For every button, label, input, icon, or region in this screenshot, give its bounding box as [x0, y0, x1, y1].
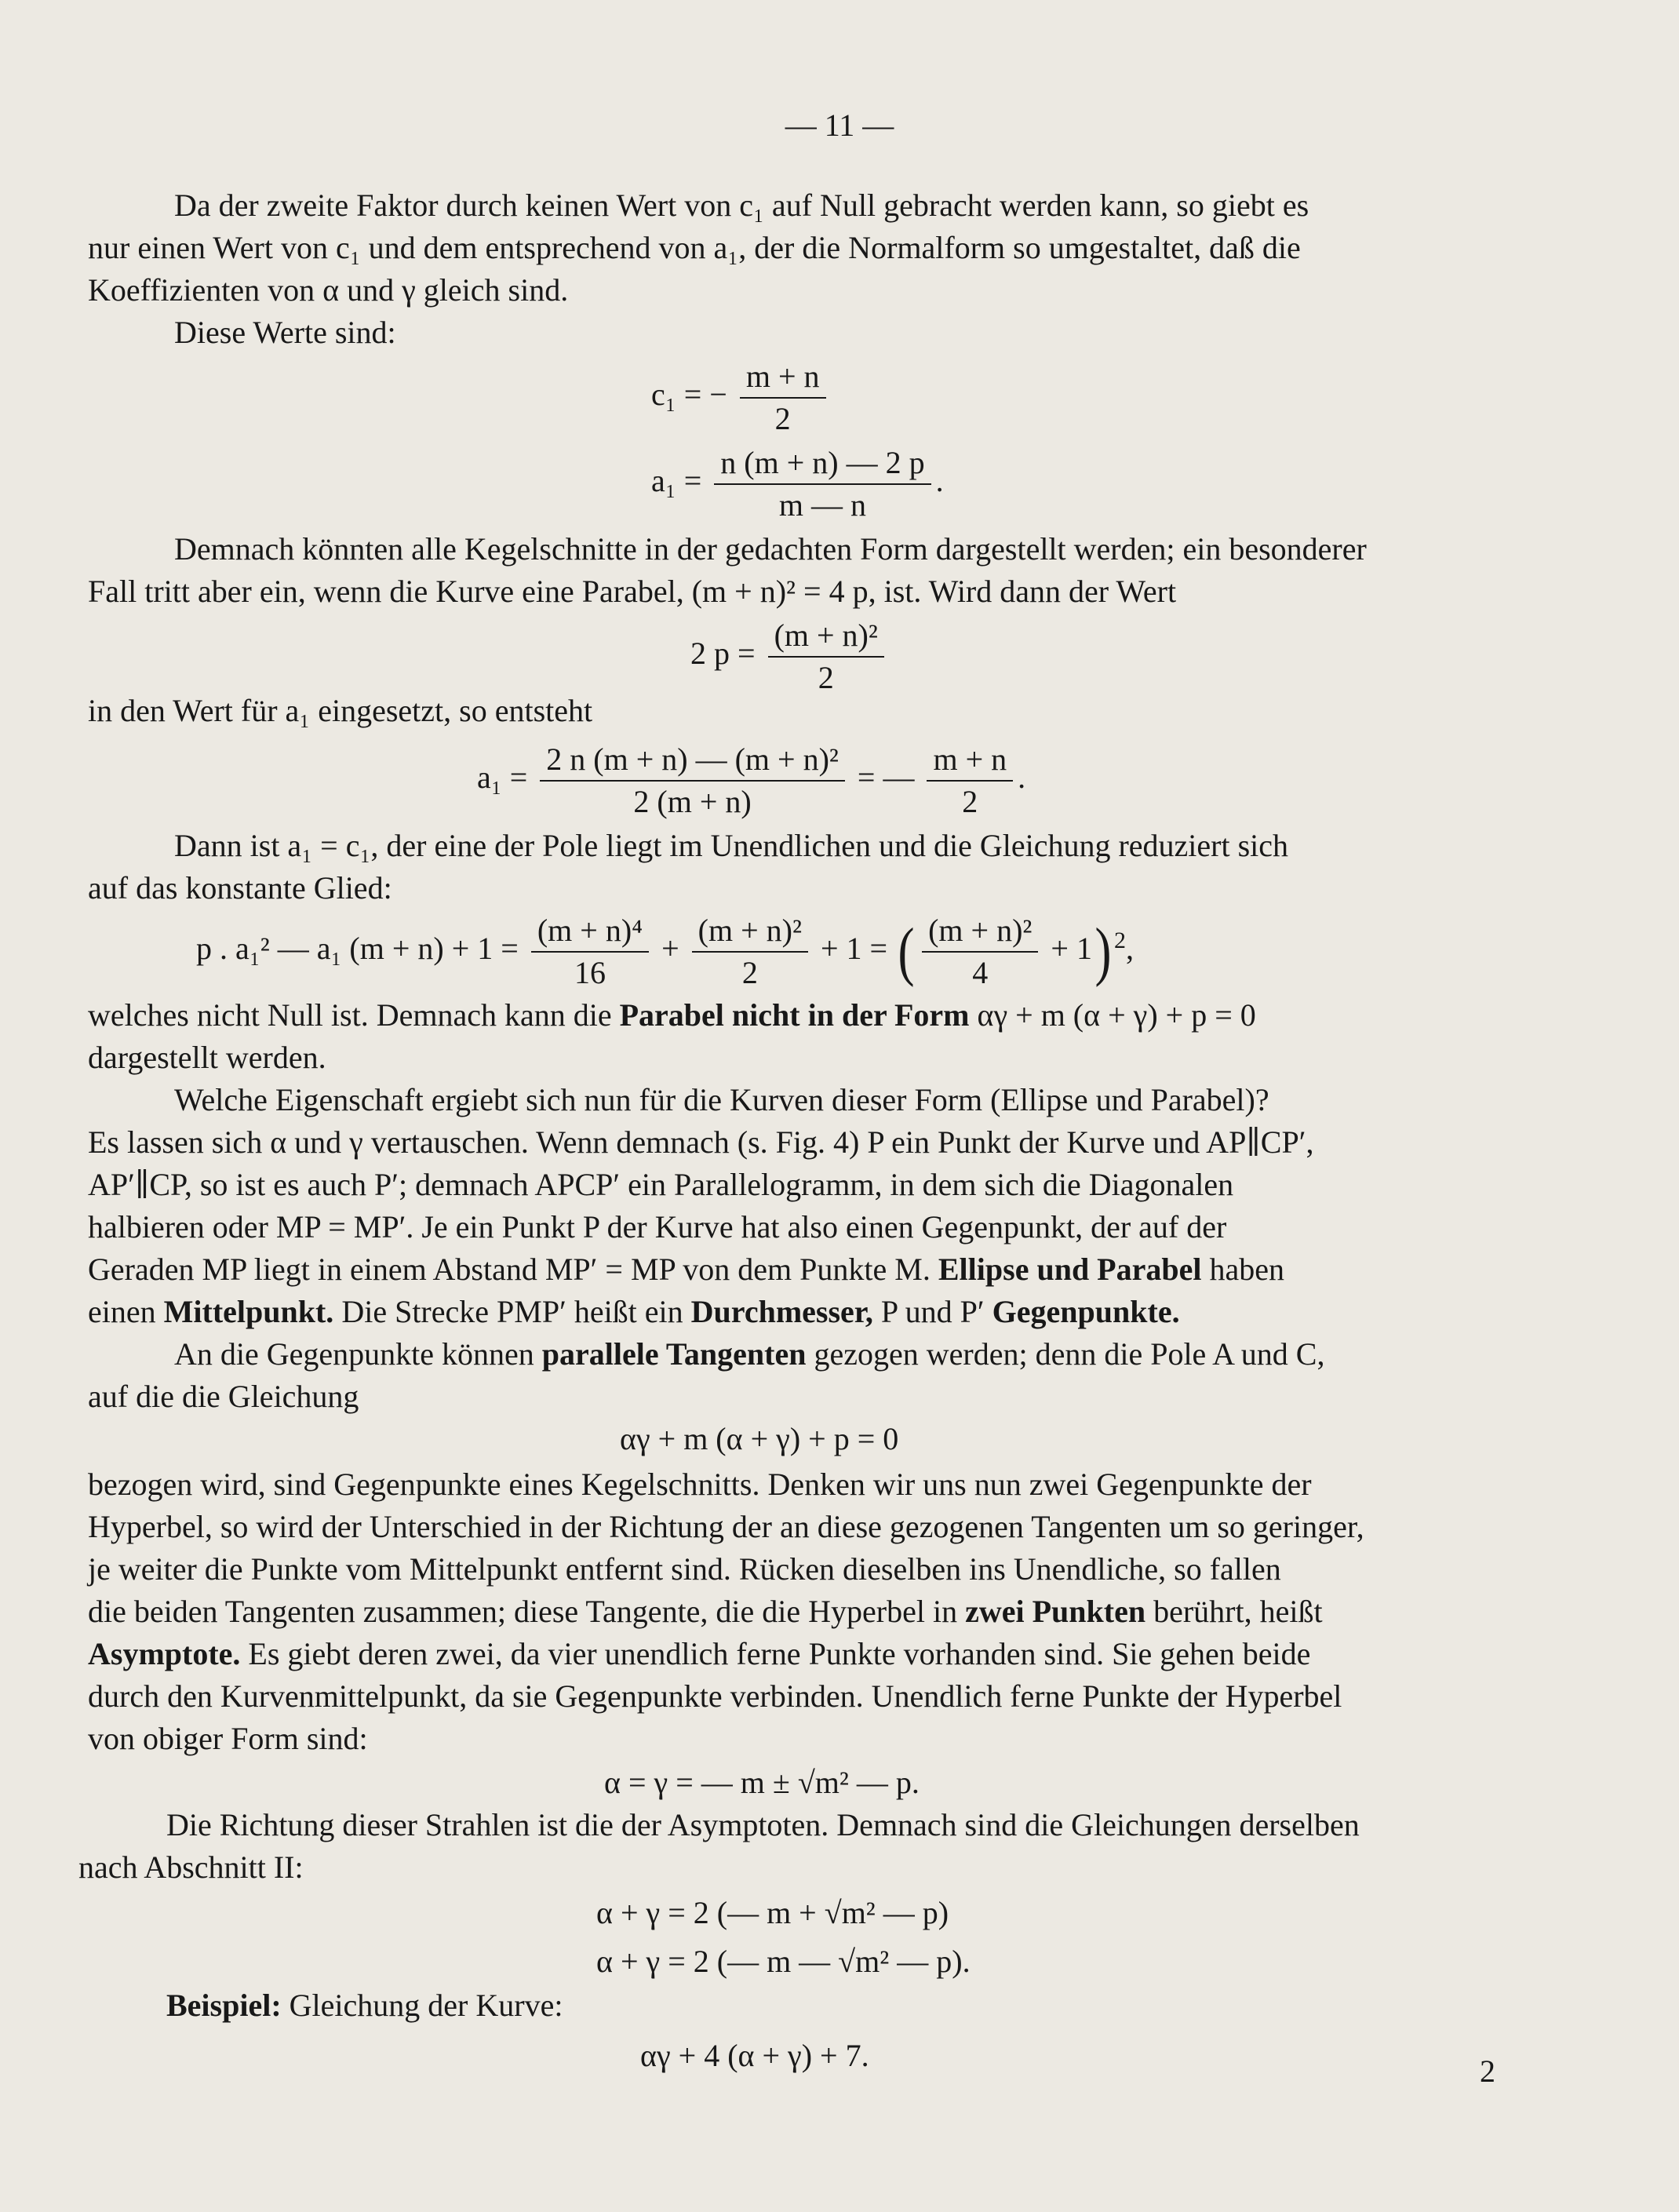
formula-2p [690, 617, 889, 697]
formula-constant-term [196, 912, 1134, 992]
text-line-16-a: Geraden MP liegt in einem Abstand MP′ = MP von dem Punkte M. [88, 1252, 938, 1287]
formula-const-lhs: p . a₁² — a₁ (m + n) + 1 = [196, 931, 519, 967]
formula-sub-lhs: a₁ = [477, 760, 528, 796]
text-line-14: AP′∥CP, so ist es auch P′; demnach APCP′ ein Parallelogramm, in dem sich die Diagonalen [88, 1167, 1234, 1202]
page-number: — 11 — [785, 108, 894, 143]
text-line-19: auf die die Gleichung [88, 1379, 359, 1414]
formula-const-fraction-2 [692, 912, 808, 992]
formula-c1-lhs: c₁ = − [651, 377, 727, 413]
formula-pole-equation: αγ + m (α + γ) + p = 0 [620, 1421, 899, 1456]
formula-sub-numerator-2: m + n [927, 741, 1013, 782]
text-line-24 [88, 1634, 1310, 1674]
formula-const-plus: + [661, 931, 679, 967]
formula-const-denominator-3: 4 [972, 955, 989, 990]
formula-2p-lhs: 2 p = [690, 636, 756, 672]
text-line-23-c: berührt, heißt [1145, 1594, 1323, 1629]
formula-const-denominator-1: 16 [574, 955, 606, 990]
text-line-3: Koeffizienten von α und γ gleich sind. [88, 272, 569, 308]
text-line-18-c: gezogen werden; denn die Pole A und C, [806, 1336, 1325, 1372]
text-line-17-e: P und P′ [872, 1294, 992, 1329]
formula-a1 [651, 444, 944, 524]
formula-sub-equals: = — [857, 760, 915, 796]
formula-c1-denominator: 2 [774, 401, 791, 436]
formula-asymptote-2: α + γ = 2 (— m — √m² — p). [596, 1944, 971, 1979]
text-line-12: Welche Eigenschaft ergiebt sich nun für die Kurven dieser Form (Ellipse und Parabel)? [174, 1082, 1269, 1117]
text-line-23-a: die beiden Tangenten zusammen; diese Tangente, die die Hyperbel in [88, 1594, 966, 1629]
formula-const-numerator-1: (m + n)⁴ [531, 912, 649, 953]
formula-a1-fraction [714, 444, 931, 524]
signature-mark: 2 [1480, 2053, 1495, 2089]
text-line-26: von obiger Form sind: [88, 1721, 368, 1756]
emphasis-gegenpunkte: Gegenpunkte. [992, 1294, 1180, 1329]
formula-2p-numerator: (m + n)² [768, 617, 884, 658]
text-line-20: bezogen wird, sind Gegenpunkte eines Kegelschnitts. Denken wir uns nun zwei Gegenpunkte der [88, 1467, 1312, 1502]
formula-sub-fraction-2 [927, 741, 1013, 821]
formula-a1-lhs: a₁ = [651, 463, 702, 499]
text-line-8: Dann ist a₁ = c₁, der eine der Pole liegt im Unendlichen und die Gleichung reduziert sich [174, 828, 1289, 863]
text-line-29-b: Gleichung der Kurve: [281, 1988, 563, 2023]
emphasis-durchmesser: Durchmesser, [690, 1294, 873, 1329]
formula-c1-fraction [740, 358, 826, 438]
formula-const-denominator-2: 2 [741, 955, 758, 990]
text-line-23 [88, 1591, 1323, 1632]
formula-sub-numerator-1: 2 n (m + n) — (m + n)² [540, 741, 845, 782]
text-line-17-c: Die Strecke PMP′ heißt ein [333, 1294, 691, 1329]
formula-const-numerator-2: (m + n)² [692, 912, 808, 953]
text-line-10-a: welches nicht Null ist. Demnach kann die [88, 997, 620, 1033]
text-line-17-a: einen [88, 1294, 164, 1329]
text-line-10-c: αγ + m (α + γ) + p = 0 [969, 997, 1256, 1033]
formula-const-comma: , [1125, 931, 1134, 967]
text-line-25: durch den Kurvenmittelpunkt, da sie Gegenpunkte verbinden. Unendlich ferne Punkte der Hyperbel [88, 1678, 1342, 1714]
formula-example: αγ + 4 (α + γ) + 7. [640, 2038, 869, 2073]
formula-const-fraction-3 [922, 912, 1038, 992]
text-line-5: Demnach könnten alle Kegelschnitte in der gedachten Form dargestellt werden; ein besonderer [174, 531, 1367, 567]
formula-const-exponent: 2 [1113, 927, 1126, 953]
emphasis-mittelpunkt: Mittelpunkt. [163, 1294, 334, 1329]
text-line-29 [166, 1985, 563, 2026]
emphasis-parabel-nicht: Parabel nicht in der Form [619, 997, 970, 1033]
text-line-15: halbieren oder MP = MP′. Je ein Punkt P der Kurve hat also einen Gegenpunkt, der auf der [88, 1209, 1227, 1244]
formula-sub-denominator-2: 2 [962, 784, 978, 819]
text-line-24-b: Es giebt deren zwei, da vier unendlich ferne Punkte vorhanden sind. Sie gehen beide [240, 1636, 1311, 1671]
text-line-27: Die Richtung dieser Strahlen ist die der Asymptoten. Demnach sind die Gleichungen derselben [166, 1807, 1360, 1842]
formula-substitution [477, 741, 1025, 821]
formula-const-fraction-1 [531, 912, 649, 992]
text-line-9: auf das konstante Glied: [88, 870, 392, 906]
emphasis-zwei-punkten: zwei Punkten [965, 1594, 1146, 1629]
formula-const-plus-one: + 1 [1051, 931, 1092, 967]
text-line-6: Fall tritt aber ein, wenn die Kurve eine Parabel, (m + n)² = 4 p, ist. Wird dann der Wert [88, 574, 1177, 609]
text-line-4: Diese Werte sind: [174, 315, 396, 350]
formula-const-left-paren: ( [898, 915, 915, 988]
text-line-1: Da der zweite Faktor durch keinen Wert von c₁ auf Null gebracht werden kann, so giebt es [174, 188, 1309, 223]
formula-a1-denominator: m — n [778, 487, 866, 523]
text-line-17 [88, 1292, 1180, 1332]
text-line-22: je weiter die Punkte vom Mittelpunkt entfernt sind. Rücken dieselben ins Unendliche, so fallen [88, 1551, 1281, 1587]
formula-a1-numerator: n (m + n) — 2 p [714, 444, 931, 485]
text-line-10 [88, 995, 1256, 1036]
emphasis-asymptote: Asymptote. [88, 1636, 241, 1671]
formula-sub-fraction-1 [540, 741, 845, 821]
text-line-7: in den Wert für a₁ eingesetzt, so entsteht [88, 693, 593, 728]
text-line-11: dargestellt werden. [88, 1040, 326, 1075]
emphasis-beispiel: Beispiel: [166, 1988, 282, 2023]
formula-c1-numerator: m + n [740, 358, 826, 399]
text-line-18 [174, 1334, 1324, 1375]
formula-sub-denominator-1: 2 (m + n) [633, 784, 752, 819]
formula-2p-denominator: 2 [818, 660, 834, 695]
formula-sub-period: . [1018, 760, 1026, 796]
formula-2p-fraction [768, 617, 884, 697]
text-line-16 [88, 1249, 1284, 1290]
formula-const-equals: + 1 = [820, 931, 888, 967]
formula-infinite-points: α = γ = — m ± √m² — p. [604, 1765, 920, 1800]
emphasis-ellipse-parabel: Ellipse und Parabel [938, 1252, 1202, 1287]
text-line-28: nach Abschnitt II: [78, 1849, 304, 1885]
formula-a1-period: . [935, 463, 944, 499]
text-line-2: nur einen Wert von c₁ und dem entsprechend von a₁, der die Normalform so umgestaltet, daß die [88, 230, 1301, 265]
formula-const-numerator-3: (m + n)² [922, 912, 1038, 953]
text-line-16-c: haben [1201, 1252, 1284, 1287]
emphasis-parallele-tangenten: parallele Tangenten [541, 1336, 807, 1372]
formula-const-right-paren: ) [1094, 915, 1112, 988]
text-line-13: Es lassen sich α und γ vertauschen. Wenn demnach (s. Fig. 4) P ein Punkt der Kurve und AP∥CP′, [88, 1124, 1314, 1160]
text-line-18-a: An die Gegenpunkte können [174, 1336, 542, 1372]
text-line-21: Hyperbel, so wird der Unterschied in der Richtung der an diese gezogenen Tangenten um so geringer, [88, 1509, 1364, 1544]
formula-asymptote-1: α + γ = 2 (— m + √m² — p) [596, 1895, 949, 1930]
formula-c1 [651, 358, 831, 438]
